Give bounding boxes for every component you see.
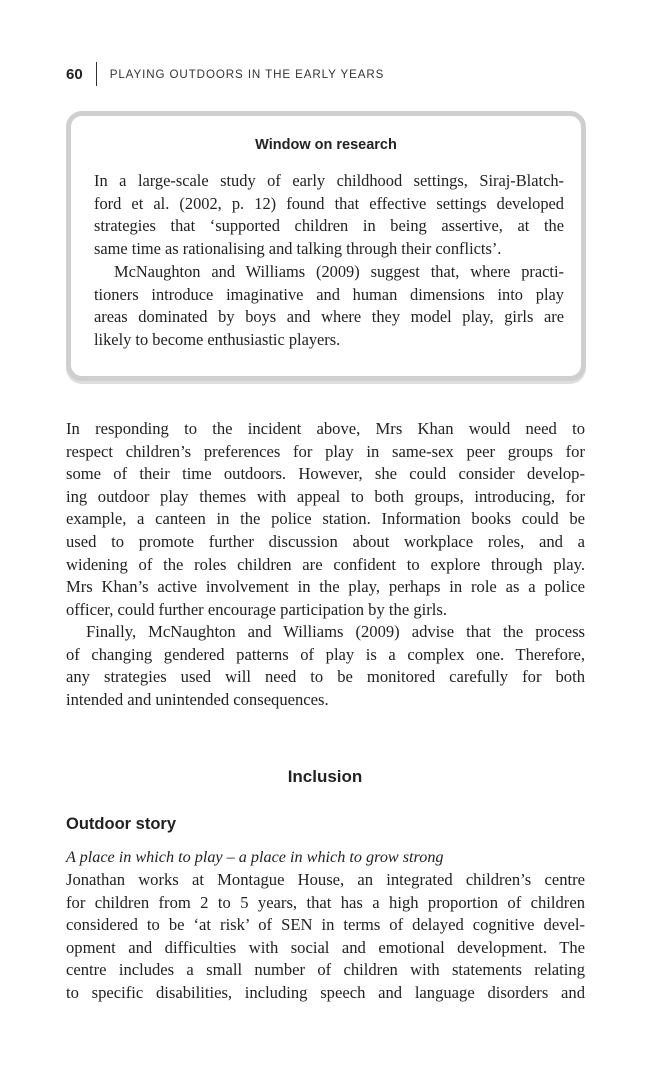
text-line: for children from 2 to 5 years, that has a high proportion of children xyxy=(66,892,585,912)
text-line: officer, could further encourage participation by the girls. xyxy=(66,599,447,619)
text-line: same time as rationalising and talking through their conflicts’. xyxy=(94,238,502,258)
running-title: PLAYING OUTDOORS IN THE EARLY YEARS xyxy=(109,67,385,81)
text-line: ing outdoor play themes with appeal to both groups, introducing, for xyxy=(66,486,585,506)
story-subtitle: A place in which to play – a place in which to grow strong xyxy=(66,848,444,866)
story-paragraph xyxy=(66,869,585,1005)
outdoor-story-heading: Outdoor story xyxy=(66,815,176,833)
text-line: intended and unintended consequences. xyxy=(66,689,329,709)
text-line: McNaughton and Williams (2009) suggest that, where practi- xyxy=(114,262,564,281)
text-line: of changing gendered patterns of play is a complex one. Therefore, xyxy=(66,644,585,664)
text-line: ford et al. (2002, p. 12) found that effective settings developed xyxy=(94,193,564,213)
text-line: Jonathan works at Montague House, an integrated children’s centre xyxy=(66,870,585,889)
header-divider xyxy=(96,62,97,86)
text-line: to specific disabilities, including speech and language disorders and xyxy=(66,982,585,1002)
body-paragraph-2 xyxy=(66,621,585,711)
text-line: In a large-scale study of early childhood settings, Siraj-Blatch- xyxy=(94,171,564,190)
research-box-title: Window on research xyxy=(255,137,397,153)
text-line: example, a canteen in the police station. Information books could be xyxy=(66,509,585,529)
page-number: 60 xyxy=(66,65,83,83)
text-line: respect children’s preferences for play in same-sex peer groups for xyxy=(66,441,585,461)
text-line: In responding to the incident above, Mrs Khan would need to xyxy=(66,419,585,438)
research-paragraph-1 xyxy=(94,170,564,260)
text-line: likely to become enthusiastic players. xyxy=(94,329,341,349)
text-line: any strategies used will need to be monitored carefully for both xyxy=(66,667,585,687)
section-heading: Inclusion xyxy=(287,767,363,786)
text-line: Mrs Khan’s active involvement in the play, perhaps in role as a police xyxy=(66,577,585,597)
text-line: areas dominated by boys and where they model play, girls are xyxy=(94,307,564,327)
text-line: used to promote further discussion about workplace roles, and a xyxy=(66,531,585,551)
body-paragraph-1 xyxy=(66,418,585,621)
research-paragraph-2 xyxy=(94,261,564,351)
text-line: some of their time outdoors. However, she could consider develop- xyxy=(66,464,585,484)
text-line: Finally, McNaughton and Williams (2009) advise that the process xyxy=(86,622,585,641)
text-line: opment and difficulties with social and emotional development. The xyxy=(66,937,585,957)
text-line: centre includes a small number of children with statements relating xyxy=(66,960,585,980)
text-line: tioners introduce imaginative and human dimensions into play xyxy=(94,284,564,304)
research-box xyxy=(66,111,586,381)
text-line: strategies that ‘supported children in being assertive, at the xyxy=(94,216,564,236)
text-line: considered to be ‘at risk’ of SEN in terms of delayed cognitive devel- xyxy=(66,915,585,935)
text-line: widening of the roles children are confident to explore through play. xyxy=(66,554,585,574)
running-header xyxy=(66,61,384,87)
